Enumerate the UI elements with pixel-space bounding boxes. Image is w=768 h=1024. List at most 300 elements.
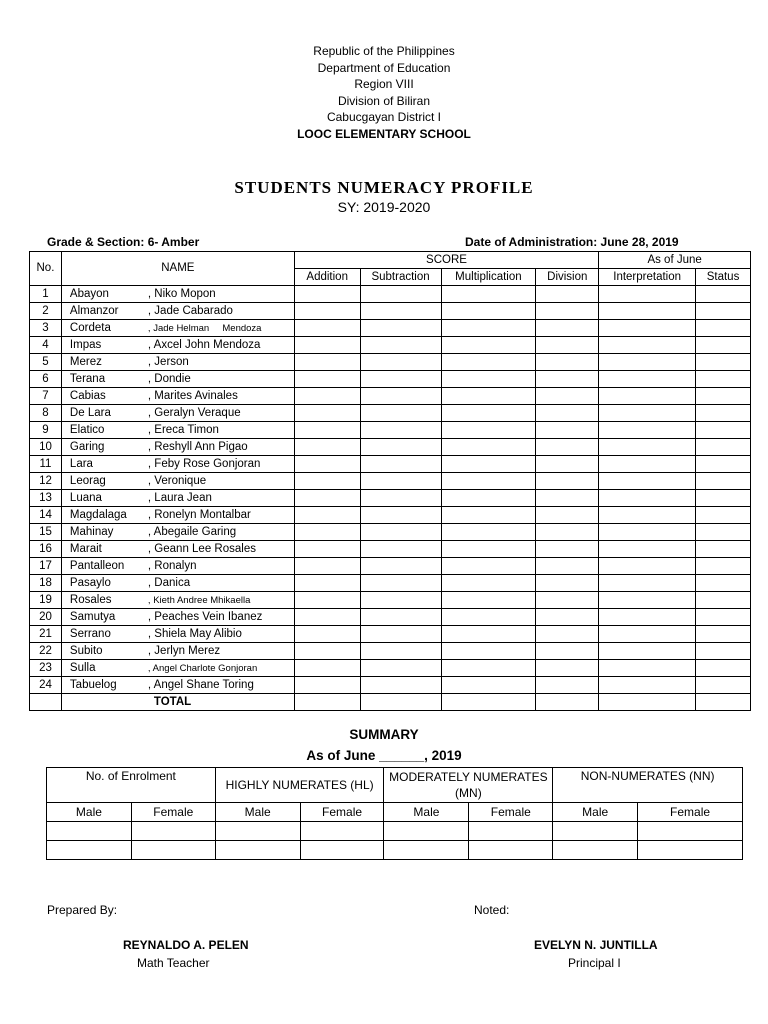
score-cell <box>599 609 696 626</box>
score-cell <box>294 575 360 592</box>
score-cell <box>696 677 751 694</box>
row-number: 14 <box>30 507 62 524</box>
score-cell <box>599 286 696 303</box>
score-cell <box>441 320 536 337</box>
summary-cell <box>131 841 215 860</box>
row-number: 18 <box>30 575 62 592</box>
header-status: Status <box>696 269 751 286</box>
score-cell <box>599 507 696 524</box>
student-last-name: Cordeta <box>69 321 111 334</box>
row-number: 12 <box>30 473 62 490</box>
score-cell <box>536 541 599 558</box>
score-cell <box>696 388 751 405</box>
score-cell <box>536 439 599 456</box>
score-cell <box>696 422 751 439</box>
student-last-name: Rosales <box>69 593 112 606</box>
table-cell <box>360 694 441 711</box>
score-cell <box>599 337 696 354</box>
score-cell <box>441 473 536 490</box>
row-number: 21 <box>30 626 62 643</box>
student-first-name: , Kieth Andree Mhikaella <box>147 594 251 606</box>
score-cell <box>294 541 360 558</box>
table-row <box>30 337 751 354</box>
student-name <box>61 473 294 490</box>
student-first-name: , Angel Charlote Gonjoran <box>147 662 258 674</box>
score-cell <box>599 558 696 575</box>
summary-cell <box>384 841 469 860</box>
student-first-name: , Dondie <box>147 372 191 385</box>
student-first-name: , Abegaile Garing <box>147 525 237 538</box>
score-cell <box>441 541 536 558</box>
score-cell <box>360 371 441 388</box>
score-cell <box>441 507 536 524</box>
table-row <box>30 286 751 303</box>
student-last-name: Luana <box>69 491 102 504</box>
student-first-name: , Peaches Vein Ibanez <box>147 610 263 623</box>
score-cell <box>599 592 696 609</box>
document-header <box>0 43 768 142</box>
header-no: No. <box>30 252 62 286</box>
score-cell <box>360 337 441 354</box>
score-cell <box>441 439 536 456</box>
score-cell <box>536 405 599 422</box>
document-title: STUDENTS NUMERACY PROFILE <box>234 178 534 197</box>
row-number: 16 <box>30 541 62 558</box>
header-line: Division of Biliran <box>337 93 431 108</box>
student-last-name: Pasaylo <box>69 576 111 589</box>
score-cell <box>696 286 751 303</box>
student-last-name: Samutya <box>69 610 116 623</box>
score-cell <box>536 575 599 592</box>
score-cell <box>294 456 360 473</box>
student-last-name: Leorag <box>69 474 106 487</box>
score-cell <box>441 388 536 405</box>
table-row <box>30 677 751 694</box>
score-cell <box>294 524 360 541</box>
summary-cell <box>553 822 638 841</box>
score-cell <box>294 660 360 677</box>
male-header: Male <box>553 803 638 822</box>
student-first-name: , Shiela May Alibio <box>147 627 242 640</box>
summary-group-nn: NON-NUMERATES (NN) <box>553 768 743 803</box>
score-cell <box>599 575 696 592</box>
header-as-of-june: As of June <box>599 252 751 269</box>
score-cell <box>360 643 441 660</box>
student-last-name: Tabuelog <box>69 678 117 691</box>
male-header: Male <box>47 803 132 822</box>
score-cell <box>360 303 441 320</box>
score-cell <box>599 524 696 541</box>
header-line: Region VIII <box>354 77 414 91</box>
student-last-name: Marait <box>69 542 102 555</box>
score-cell <box>441 303 536 320</box>
summary-cell <box>215 822 300 841</box>
student-first-name: , Geann Lee Rosales <box>147 542 256 555</box>
student-first-name: , Axcel John Mendoza <box>147 338 261 351</box>
header-subtraction: Subtraction <box>360 269 441 286</box>
student-name <box>61 405 294 422</box>
score-cell <box>360 388 441 405</box>
student-name <box>61 609 294 626</box>
score-cell <box>360 286 441 303</box>
score-cell <box>294 303 360 320</box>
score-cell <box>441 490 536 507</box>
row-number: 4 <box>30 337 62 354</box>
row-number: 17 <box>30 558 62 575</box>
score-cell <box>536 592 599 609</box>
score-cell <box>536 524 599 541</box>
summary-cell <box>384 822 469 841</box>
row-number: 2 <box>30 303 62 320</box>
score-cell <box>360 320 441 337</box>
student-first-name: , Geralyn Veraque <box>147 406 241 419</box>
score-cell <box>599 422 696 439</box>
date-of-administration: Date of Administration: June 28, 2019 <box>465 235 679 249</box>
table-row <box>30 388 751 405</box>
table-row <box>30 354 751 371</box>
female-header: Female <box>300 803 384 822</box>
score-cell <box>536 337 599 354</box>
score-cell <box>696 541 751 558</box>
score-cell <box>441 354 536 371</box>
score-cell <box>599 439 696 456</box>
student-name <box>61 677 294 694</box>
female-header: Female <box>131 803 215 822</box>
score-cell <box>441 626 536 643</box>
row-number: 22 <box>30 643 62 660</box>
table-cell <box>599 694 696 711</box>
header-interpretation: Interpretation <box>599 269 696 286</box>
summary-cell <box>469 822 553 841</box>
school-name: LOOC ELEMENTARY SCHOOL <box>297 126 471 141</box>
score-cell <box>536 643 599 660</box>
summary-cell <box>638 822 743 841</box>
score-cell <box>696 405 751 422</box>
score-cell <box>294 422 360 439</box>
row-number: 15 <box>30 524 62 541</box>
row-number: 5 <box>30 354 62 371</box>
score-cell <box>360 490 441 507</box>
table-row <box>30 558 751 575</box>
score-cell <box>696 320 751 337</box>
score-cell <box>441 337 536 354</box>
score-cell <box>536 660 599 677</box>
score-cell <box>536 371 599 388</box>
score-cell <box>360 660 441 677</box>
score-cell <box>536 626 599 643</box>
score-cell <box>441 456 536 473</box>
row-number: 10 <box>30 439 62 456</box>
score-cell <box>441 660 536 677</box>
student-first-name: , Jade Helman Mendoza <box>147 322 262 334</box>
score-cell <box>599 677 696 694</box>
score-cell <box>360 677 441 694</box>
score-cell <box>696 558 751 575</box>
preparer-name: REYNALDO A. PELEN <box>123 938 249 952</box>
score-cell <box>536 558 599 575</box>
table-row <box>30 524 751 541</box>
student-name <box>61 371 294 388</box>
table-row <box>30 575 751 592</box>
score-cell <box>696 660 751 677</box>
score-cell <box>696 303 751 320</box>
summary-cell <box>300 841 384 860</box>
row-number: 9 <box>30 422 62 439</box>
summary-cell <box>469 841 553 860</box>
score-cell <box>696 524 751 541</box>
table-row <box>30 320 751 337</box>
score-cell <box>294 354 360 371</box>
score-cell <box>536 677 599 694</box>
score-cell <box>536 490 599 507</box>
student-first-name: , Niko Mopon <box>147 287 216 300</box>
student-name <box>61 456 294 473</box>
summary-cell <box>47 841 132 860</box>
score-cell <box>536 422 599 439</box>
summary-table <box>46 767 743 860</box>
score-cell <box>360 473 441 490</box>
score-cell <box>696 643 751 660</box>
score-cell <box>696 371 751 388</box>
student-first-name: , Danica <box>147 576 191 589</box>
noter-name: EVELYN N. JUNTILLA <box>534 938 658 952</box>
table-row <box>30 473 751 490</box>
score-cell <box>696 354 751 371</box>
score-cell <box>599 320 696 337</box>
student-name <box>61 490 294 507</box>
header-line: Republic of the Philippines <box>313 44 455 58</box>
score-cell <box>360 354 441 371</box>
student-first-name: , Ronelyn Montalbar <box>147 508 251 521</box>
female-header: Female <box>469 803 553 822</box>
row-number: 20 <box>30 609 62 626</box>
score-cell <box>599 473 696 490</box>
student-last-name: Magdalaga <box>69 508 127 521</box>
student-last-name: Merez <box>69 355 102 368</box>
student-name <box>61 337 294 354</box>
school-year: SY: 2019-2020 <box>337 199 431 215</box>
student-last-name: De Lara <box>69 406 111 419</box>
student-name <box>61 388 294 405</box>
student-first-name: , Reshyll Ann Pigao <box>147 440 248 453</box>
score-cell <box>294 337 360 354</box>
summary-group-hl: HIGHLY NUMERATES (HL) <box>215 768 384 803</box>
header-line: Cabucgayan District I <box>326 110 442 124</box>
score-cell <box>696 609 751 626</box>
score-cell <box>599 660 696 677</box>
score-cell <box>360 439 441 456</box>
score-cell <box>441 609 536 626</box>
score-cell <box>599 354 696 371</box>
student-last-name: Abayon <box>69 287 109 300</box>
student-last-name: Almanzor <box>69 304 119 317</box>
row-number: 11 <box>30 456 62 473</box>
student-last-name: Pantalleon <box>69 559 125 572</box>
student-first-name: , Marites Avinales <box>147 389 238 402</box>
summary-group-mn: MODERATELY NUMERATES (MN) <box>384 768 553 803</box>
score-cell <box>294 507 360 524</box>
score-cell <box>696 456 751 473</box>
score-cell <box>696 575 751 592</box>
student-last-name: Cabias <box>69 389 106 402</box>
student-name <box>61 320 294 337</box>
score-cell <box>294 439 360 456</box>
table-row <box>30 541 751 558</box>
table-row <box>30 303 751 320</box>
table-row <box>30 592 751 609</box>
score-cell <box>441 677 536 694</box>
student-name <box>61 575 294 592</box>
summary-cell <box>638 841 743 860</box>
score-cell <box>360 422 441 439</box>
score-cell <box>696 439 751 456</box>
score-cell <box>441 286 536 303</box>
student-first-name: , Ronalyn <box>147 559 197 572</box>
table-cell <box>30 694 62 711</box>
student-last-name: Elatico <box>69 423 105 436</box>
score-cell <box>599 405 696 422</box>
student-name <box>61 592 294 609</box>
score-cell <box>536 388 599 405</box>
student-first-name: , Feby Rose Gonjoran <box>147 457 261 470</box>
score-cell <box>536 286 599 303</box>
score-cell <box>360 405 441 422</box>
student-last-name: Lara <box>69 457 93 470</box>
table-row <box>30 660 751 677</box>
row-number: 7 <box>30 388 62 405</box>
male-header: Male <box>384 803 469 822</box>
student-name <box>61 558 294 575</box>
score-cell <box>360 558 441 575</box>
student-name <box>61 439 294 456</box>
summary-cell <box>47 822 132 841</box>
row-number: 19 <box>30 592 62 609</box>
student-last-name: Sulla <box>69 661 96 674</box>
score-cell <box>441 371 536 388</box>
student-last-name: Impas <box>69 338 102 351</box>
score-cell <box>536 473 599 490</box>
noted-label: Noted: <box>474 903 510 917</box>
row-number: 24 <box>30 677 62 694</box>
header-name: NAME <box>61 252 294 286</box>
student-first-name: , Jerson <box>147 355 189 368</box>
score-cell <box>360 609 441 626</box>
score-cell <box>536 320 599 337</box>
score-cell <box>360 592 441 609</box>
header-multiplication: Multiplication <box>441 269 536 286</box>
row-number: 8 <box>30 405 62 422</box>
table-cell <box>536 694 599 711</box>
total-label: TOTAL <box>61 694 294 711</box>
student-first-name: , Angel Shane Toring <box>147 678 254 691</box>
student-name <box>61 643 294 660</box>
preparer-title: Math Teacher <box>137 956 210 970</box>
score-cell <box>360 575 441 592</box>
student-first-name: , Jerlyn Merez <box>147 644 221 657</box>
student-name <box>61 507 294 524</box>
student-last-name: Terana <box>69 372 106 385</box>
table-row <box>30 626 751 643</box>
prepared-by-label: Prepared By: <box>47 903 118 917</box>
score-cell <box>294 558 360 575</box>
score-cell <box>294 609 360 626</box>
student-first-name: , Laura Jean <box>147 491 212 504</box>
table-row <box>30 439 751 456</box>
numeracy-table <box>29 251 751 711</box>
table-row <box>30 405 751 422</box>
summary-cell <box>131 822 215 841</box>
score-cell <box>441 592 536 609</box>
score-cell <box>294 490 360 507</box>
student-last-name: Serrano <box>69 627 111 640</box>
score-cell <box>599 626 696 643</box>
score-cell <box>696 507 751 524</box>
table-row <box>30 456 751 473</box>
score-cell <box>360 626 441 643</box>
table-cell <box>294 694 360 711</box>
score-cell <box>696 592 751 609</box>
score-cell <box>360 507 441 524</box>
student-name <box>61 303 294 320</box>
summary-subtitle: As of June ______, 2019 <box>306 748 462 763</box>
student-last-name: Mahinay <box>69 525 114 538</box>
student-first-name: , Veronique <box>147 474 207 487</box>
table-row <box>30 422 751 439</box>
table-row <box>30 490 751 507</box>
score-cell <box>294 677 360 694</box>
score-cell <box>696 473 751 490</box>
student-name <box>61 286 294 303</box>
score-cell <box>696 490 751 507</box>
score-cell <box>441 643 536 660</box>
table-row <box>30 643 751 660</box>
summary-group-enrolment: No. of Enrolment <box>47 768 216 803</box>
score-cell <box>441 422 536 439</box>
score-cell <box>536 609 599 626</box>
female-header: Female <box>638 803 743 822</box>
student-rows <box>30 286 751 694</box>
header-division: Division <box>536 269 599 286</box>
student-last-name: Garing <box>69 440 105 453</box>
summary-cell <box>215 841 300 860</box>
row-number: 13 <box>30 490 62 507</box>
score-cell <box>294 286 360 303</box>
student-name <box>61 626 294 643</box>
score-cell <box>360 541 441 558</box>
score-cell <box>294 626 360 643</box>
score-cell <box>294 643 360 660</box>
score-cell <box>294 388 360 405</box>
score-cell <box>599 541 696 558</box>
score-cell <box>294 405 360 422</box>
header-score: SCORE <box>294 252 598 269</box>
student-first-name: , Ereca Timon <box>147 423 219 436</box>
header-line: Department of Education <box>317 60 451 75</box>
student-name <box>61 422 294 439</box>
score-cell <box>599 303 696 320</box>
score-cell <box>536 303 599 320</box>
score-cell <box>294 592 360 609</box>
score-cell <box>536 456 599 473</box>
row-number: 3 <box>30 320 62 337</box>
score-cell <box>441 405 536 422</box>
score-cell <box>441 558 536 575</box>
score-cell <box>696 626 751 643</box>
student-name <box>61 354 294 371</box>
noter-title: Principal I <box>568 956 621 970</box>
row-number: 1 <box>30 286 62 303</box>
header-addition: Addition <box>294 269 360 286</box>
